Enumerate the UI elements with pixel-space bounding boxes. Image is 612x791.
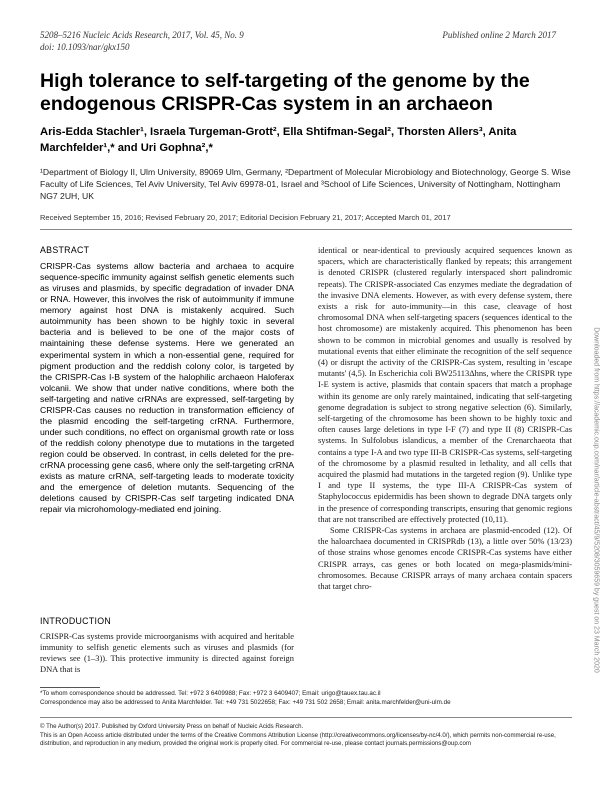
abstract-heading: ABSTRACT <box>40 245 90 255</box>
article-title: High tolerance to self-targeting of the genome by the endogenous CRISPR-Cas system in an archaeon <box>40 70 530 115</box>
copyright-line: © The Author(s) 2017. Published by Oxford University Press on behalf of Nucleic Acids Research. <box>40 723 304 730</box>
corresponding-author-note: *To whom correspondence should be addressed. Tel: +972 3 6409988; Fax: +972 3 6409407; Email: urigo@tauex.tau.ac.il <box>40 690 381 697</box>
introduction-text: CRISPR-Cas systems provide microorganisms with acquired and heritable immunity to selfish genetic elements such as viruses and plasmids (for reviews see (1–3)). This protective immunity is directed against foreign DNA that is <box>40 631 294 675</box>
abstract-text: CRISPR-Cas systems allow bacteria and archaea to acquire sequence-specific immunity against selfish genetic elements such as viruses and plasmids, by specific degradation of invader DNA or RNA. However, this involves the risk of autoimmunity if immune memory against host DNA is mistakenly acquired. Such autoimmunity has been shown to be highly toxic in several bacteria and is believed to be one of the major costs of maintaining these defense systems. Here we generated an experimental system in which a non-essential gene, required for pigment production and the reddish colony color, is targeted by the CRISPR-Cas I-B system of the halophilic archaeon Haloferax volcanii. We show that under native conditions, where both the self-targeting and native crRNAs are expressed, self-targeting by CRISPR-Cas causes no reduction in transformation efficiency of the plasmid encoding the self-targeting crRNA. Furthermore, under such conditions, no effect on organismal growth rate or loss of the reddish colony phenotype due to mutations in the targeted region could be observed. In contrast, in cells deleted for the pre-crRNA processing gene cas6, where only the self-targeting crRNA exists as mature crRNA, self-targeting leads to moderate toxicity and the emergence of deletion mutants. Sequencing of the deletions caused by CRISPR-Cas self targeting indicated DNA repair via microhomology-mediated end joining. <box>40 261 294 515</box>
license-block <box>40 723 572 749</box>
doi-link[interactable]: doi: 10.1093/nar/gkx150 <box>40 42 130 52</box>
author-list: Aris-Edda Stachler¹, Israela Turgeman-Grott², Ella Shtifman-Segal², Thorsten Allers³, Anita Marchfelder¹,* and Uri Gophna²,* <box>40 126 517 154</box>
publication-date: Published online 2 March 2017 <box>442 30 556 40</box>
footnote-divider <box>40 687 100 688</box>
footnotes <box>40 689 572 707</box>
paragraph: Some CRISPR-Cas systems in archaea are plasmid-encoded (12). Of the haloarchaea documented in CRISPRdb (13), a little over 50% (13/23) of those strains whose genomes encode CRISPR-Cas systems have either CRISPR arrays, cas genes or both located on mega-plasmids/mini-chromosomes. Because CRISPR arrays of many archaea contain spacers that target chro- <box>318 525 572 592</box>
corresponding-author-note: Correspondence may also be addressed to Anita Marchfelder. Tel: +49 731 5022658; Fax: +49 731 502 2658; Email: anita.marchfelder@uni-ulm.de <box>40 699 451 706</box>
header-divider <box>40 229 572 230</box>
license-divider <box>40 717 572 718</box>
article-dates: Received September 15, 2016; Revised February 20, 2017; Editorial Decision February 21, 2017; Accepted March 01, 2017 <box>40 213 451 222</box>
affiliations: ¹Department of Biology II, Ulm University, 89069 Ulm, Germany, ²Department of Molecular Microbiology and Biotechnology, George S. Wise Faculty of Life Sciences, Tel Aviv University, Tel Aviv 69978-01, Israel and ³School of Life Sciences, University of Nottingham, Nottingham NG7 2UH, UK <box>40 167 571 201</box>
introduction-heading: INTRODUCTION <box>40 616 112 626</box>
running-head: 5208–5216 Nucleic Acids Research, 2017, Vol. 45, No. 9 <box>40 30 244 40</box>
download-watermark: Downloaded from https://academic.oup.com/nar/article-abstract/45/9/5208/3059659 by guest on 23 March 2020 <box>592 327 600 673</box>
license-text: This is an Open Access article distributed under the terms of the Creative Commons Attribution License (http://creativecommons.org/licenses/by-nc/4.0/), which permits non-commercial re-use, distribution, and reproduction in any medium, provided the original work is properly cited. For commercial re-use, please contact journals.permissions@oup.com <box>40 731 556 747</box>
paragraph: identical or near-identical to previously acquired sequences known as spacers, which are characteristically flanked by repeats; this arrangement is denoted CRISPR (clustered regularly interspaced short palindromic repeats). The CRISPR-associated Cas enzymes mediate the degradation of the invasive DNA elements. However, as with every defense system, there exists a risk for auto-immunity—in this case, cleavage of host chromosomal DNA when self-targeting spacers (sequences identical to the host chromosome) are mistakenly acquired. This phenomenon has been shown to be common in microbial genomes and usually is resolved by mutational events that either eliminate the recognition of the self sequence (4) or disrupt the activity of the CRISPR-Cas system, resulting in 'escape mutants' (4,5). In Escherichia coli BW25113Δhns, where the CRISPR type I-E system is active, plasmids that contain spacers that match a prophage within its genome are only rarely maintained, indicating that self-targeting genome degradation is subject to strong negative selection (6). Similarly, self-targeting of the chromosome has been shown to be highly toxic and often causes large deletions in type I-F (7) and type II (8) CRISPR-Cas systems. In Sulfolobus islandicus, a member of the Crenarchaeota that contains a type I-A and two type III-B CRISPR-Cas systems, self-targeting of the chromosome by a plasmid resulted in lethality, and all cells that acquired the plasmid had mutations in the targeted region (9). Unlike type I and type II systems, the type III-A CRISPR-Cas system of Staphylococcus epidermidis has been shown to degrade DNA targets only in the presence of corresponding transcripts, ensuring that genomic regions that are not transcribed are effectively protected (10,11). <box>318 245 572 524</box>
right-column-text <box>318 245 572 592</box>
